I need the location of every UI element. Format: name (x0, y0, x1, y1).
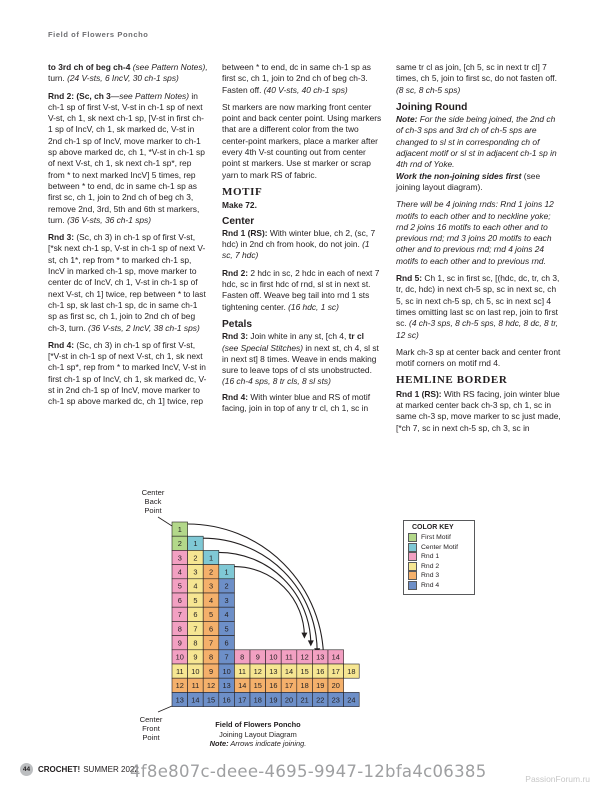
paragraph-petals-rnd4: Rnd 4: With winter blue and RS of motif facing, join in top of any tr cl, ch 1, sc in (222, 391, 371, 414)
paragraph-rnd3: Rnd 3: (Sc, ch 3) in ch-1 sp of first V-st, [*sk next ch-1 sp, V-st in ch-1 sp of next V-st, ch 1*, rep from * to marked ch-1 sp, IncV in marked ch-1 sp, move marker to center dc of IncV, ch 1, V-st in ch-1 sp of next V-st, ch 1] twice, rep between * to last ch-1 sp, sk last ch-1 sp, dc in same ch-1 sp as first sc, ch 1, join to 2nd ch of beg ch-3, turn. (36 V-sts, 2 IncV, 38 ch-1 sps) (48, 232, 206, 333)
color-swatch (408, 533, 417, 542)
motif-cell-number: 4 (224, 610, 229, 620)
motif-cell-number: 14 (331, 652, 340, 662)
motif-cell-number: 12 (253, 666, 262, 676)
color-key-title: COLOR KEY (412, 524, 454, 531)
paragraph-center-rnd2: Rnd 2: 2 hdc in sc, 2 hdc in each of next 7 hdc, sc in first hdc of rnd, sl st in next st. Fasten off. Weave beg tail into rnd 1 sts tightening center. (16 hdc, 1 sc) (222, 267, 380, 312)
color-key-item (408, 552, 470, 562)
motif-cell-number: 13 (222, 681, 231, 691)
motif-cell-number: 14 (284, 666, 294, 676)
motif-cell-number: 1 (208, 553, 214, 563)
motif-cell-number: 13 (316, 652, 325, 662)
motif-cell-number: 17 (284, 681, 294, 691)
diagram-caption (168, 720, 348, 749)
motif-cell-number: 15 (206, 695, 216, 705)
color-key-label: Rnd 3 (421, 572, 440, 580)
label-pointer-line (158, 706, 172, 712)
color-key-list (408, 533, 470, 590)
motif-cell-number: 9 (255, 652, 260, 662)
motif-cell-number: 4 (177, 567, 182, 577)
motif-cell-number: 18 (347, 666, 356, 676)
motif-heading: MOTIF (222, 185, 263, 198)
motif-cell-number: 5 (224, 624, 229, 634)
motif-cell-number: 14 (238, 681, 247, 691)
document-id: 4f8e807c-deee-4695-9947-12bfa4c06385 (130, 762, 487, 781)
paragraph-rnd4-end-col3: same tr cl as join, [ch 5, sc in next tr cl] 7 times, ch 5, join to first sc, do not fasten off. (8 sc, 8 ch-5 sps) (396, 62, 557, 95)
motif-make: Make 72. (222, 200, 257, 211)
motif-cell-number: 2 (177, 539, 182, 549)
motif-cell-number: 7 (193, 624, 198, 634)
color-key-item (408, 543, 470, 553)
paragraph-hemline-rnd1: Rnd 1 (RS): With RS facing, join winter blue at marked center back ch-3 sp, ch 1, sc in same ch-3 sp, move marker to sc just made, [*ch 7, sc in next ch-5 sp, ch 3, sc in (396, 388, 561, 433)
label-pointer-line (158, 517, 172, 526)
motif-cell-number: 20 (284, 695, 294, 705)
color-key-label: First Motif (421, 534, 451, 542)
magazine-name: CROCHET! (38, 765, 81, 774)
motif-cell-number: 11 (285, 652, 293, 662)
motif-cell-number: 12 (175, 681, 184, 691)
motif-cell-number: 13 (269, 666, 278, 676)
motif-cell-number: 16 (222, 695, 231, 705)
motif-cell-number: 17 (238, 695, 247, 705)
motif-cell-number: 3 (208, 581, 214, 591)
motif-cell-number: 20 (331, 681, 340, 691)
motif-cell-number: 6 (224, 638, 229, 648)
center-heading: Center (222, 215, 255, 227)
joining-heading: Joining Round (396, 101, 468, 113)
motif-cell-number: 11 (175, 666, 184, 676)
color-swatch (408, 581, 417, 590)
color-swatch (408, 562, 417, 571)
motif-cell-number: 8 (177, 624, 182, 634)
joining-arrow (234, 567, 304, 637)
motif-cell-number: 4 (193, 581, 198, 591)
motif-cell-number: 7 (224, 652, 229, 662)
motif-cell-number: 10 (175, 652, 184, 662)
paragraph-center-rnd1: Rnd 1 (RS): With winter blue, ch 2, (sc, 7 hdc) in 2nd ch from hook, do not join. (1 sc, 7 hdc) (222, 227, 376, 261)
petals-heading: Petals (222, 318, 253, 330)
motif-grid (172, 522, 359, 707)
label-center-front (134, 715, 168, 742)
motif-cell-number: 5 (193, 595, 198, 605)
page-number: 44 (20, 763, 33, 776)
motif-cell-number: 7 (177, 610, 182, 620)
color-key-label: Center Motif (421, 543, 459, 551)
motif-cell-number: 10 (191, 666, 200, 676)
motif-cell-number: 7 (208, 638, 214, 648)
motif-cell-number: 12 (206, 681, 216, 691)
motif-cell-number: 9 (208, 666, 214, 676)
motif-cell-number: 19 (316, 681, 325, 691)
paragraph-mark: Mark ch-3 sp at center back and center front motif corners on motif rnd 4. (396, 346, 561, 369)
motif-cell-number: 4 (208, 595, 214, 605)
color-key-label: Rnd 1 (421, 553, 440, 561)
motif-cell-number: 1 (224, 567, 229, 577)
motif-cell-number: 18 (253, 695, 262, 705)
motif-cell-number: 24 (347, 695, 356, 705)
motif-cell-number: 3 (193, 567, 198, 577)
caption-title: Field of Flowers Poncho (215, 720, 301, 729)
motif-cell-number: 3 (224, 595, 229, 605)
motif-cell-number: 8 (208, 652, 214, 662)
motif-cell-number: 16 (316, 666, 325, 676)
page-footer (20, 763, 139, 776)
paragraph-rnd2: Rnd 2: (Sc, ch 3—see Pattern Notes) in ch-1 sp of first V-st, V-st in ch-1 sp of next V-st, ch 1, sk next ch-1 sp, [V-st in first ch-1 sp of IncV, ch 1, sk marked dc, V-st in 2nd ch-1 sp of IncV, move marker to ch-1 sp above marked dc, ch 1, *V-st in ch-1 sp of next V-st, ch 1, sk next ch-1 sp*, rep from * to next marked IncV] 5 times, rep between * to end, dc in same ch-1 sp as first sc, ch 1, join to 2nd ch of beg ch 3, remove 2nd, 3rd, 5th and 6th st markers, turn. (36 V-sts, 36 ch-1 sps) (48, 90, 205, 225)
motif-cell-number: 10 (222, 666, 231, 676)
motif-cell-number: 17 (331, 666, 340, 676)
motif-cell-number: 19 (269, 695, 278, 705)
issue-label: SUMMER 2022 (83, 765, 139, 774)
paragraph-markers: St markers are now marking front center point and back center point. Using markers that are a different color from the two center-point markers, place a marker after every 4th V-st counting out from center point st markers. Use st marker or scrap yarn to mark RS of fabric. (222, 101, 382, 180)
motif-cell-number: 21 (300, 695, 309, 705)
motif-cell-number: 9 (177, 638, 182, 648)
motif-cell-number: 16 (269, 681, 278, 691)
color-key-item (408, 571, 470, 581)
motif-cell-number: 2 (224, 581, 229, 591)
motif-cell-number: 6 (208, 624, 214, 634)
motif-cell-number: 22 (316, 695, 325, 705)
color-key-label: Rnd 2 (421, 562, 440, 570)
running-header: Field of Flowers Poncho (48, 30, 149, 39)
motif-cell-number: 12 (300, 652, 309, 662)
paragraph-rnd4: Rnd 4: (Sc, ch 3) in ch-1 sp of first V-st, [*V-st in ch-1 sp of next V-st, ch 1, sk next ch-1 sp*, rep from * to marked IncV, V-st in first ch-1 sp of IncV, ch 1, sk marked dc, V-st in 2nd ch-1 sp of IncV, move marker to ch-1 sp above marked dc, ch 1] twice, rep (48, 339, 207, 407)
color-key-item (408, 533, 470, 543)
paragraph-rnd1-end: to 3rd ch of beg ch-4 (see Pattern Notes), turn. (24 V-sts, 6 IncV, 30 ch-1 sps) (48, 62, 208, 84)
motif-cell-number: 3 (177, 553, 182, 563)
motif-cell-number: 5 (177, 581, 182, 591)
motif-cell-number: 6 (193, 610, 198, 620)
motif-cell-number: 8 (240, 652, 245, 662)
arrow-head (308, 640, 314, 646)
hemline-heading: HEMLINE BORDER (396, 374, 508, 387)
motif-cell-number: 10 (269, 652, 278, 662)
arrow-head (301, 633, 307, 639)
paragraph-work-first: Work the non-joining sides first (see joining layout diagram). (396, 170, 541, 192)
motif-cell-number: 15 (300, 666, 309, 676)
motif-cell-number: 8 (193, 638, 198, 648)
color-swatch (408, 571, 417, 580)
motif-cell-number: 2 (208, 567, 214, 577)
motif-cell-number: 2 (193, 553, 198, 563)
motif-cell-number: 6 (177, 595, 182, 605)
motif-cell-number: 1 (193, 539, 198, 549)
paragraph-rnd5: Rnd 5: Ch 1, sc in first sc, [(hdc, dc, tr, ch 3, tr, dc, hdc) in next ch-5 sp, sc in next sc, ch 5, sc in next ch-5 sp, ch 5, sc in next sc] 4 times omitting last sc on last rep, join to first sc. (4 ch-3 sps, 8 ch-5 sps, 8 hdc, 8 dc, 8 tr, 12 sc) (396, 273, 560, 340)
motif-cell-number: 11 (238, 666, 247, 676)
motif-cell-number: 1 (177, 524, 182, 534)
motif-cell-number: 14 (191, 695, 200, 705)
paragraph-joining-note: Note: For the side being joined, the 2nd ch of ch-3 sps and 3rd ch of ch-5 sps are changed to sl st in corresponding ch of adjacent motif or sl st in adjacent ch-1 sp in 4th rnd of Yoke. (396, 114, 557, 170)
watermark: PassionForum.ru (525, 774, 590, 784)
color-swatch (408, 543, 417, 552)
color-key-label: Rnd 4 (421, 581, 440, 589)
paragraph-rnd4-end: between * to end, dc in same ch-1 sp as first sc, ch 1, join to 2nd ch of beg ch-3. Fasten off. (40 V-sts, 40 ch-1 sps) (222, 62, 371, 95)
motif-cell-number: 23 (331, 695, 340, 705)
label-center-front-text: Center Front Point (139, 715, 163, 742)
color-swatch (408, 552, 417, 561)
motif-cell-number: 15 (253, 681, 262, 691)
motif-cell-number: 5 (208, 610, 214, 620)
color-key (403, 520, 475, 595)
motif-cell-number: 9 (193, 652, 198, 662)
caption-note: Note: Arrows indicate joining. (209, 739, 307, 748)
caption-subtitle: Joining Layout Diagram (219, 729, 297, 739)
motif-cell-number: 13 (175, 695, 184, 705)
paragraph-joining-rounds: There will be 4 joining rnds: Rnd 1 joins 12 motifs to each other and to neckline yoke; rnd 2 joins 16 motifs to each other and to previous rnd; rnd 3 joins 20 motifs to each other and to previous rnd; rnd 4 joins 24 motifs to each other and to previous rnd. (396, 199, 554, 266)
motif-cell-number: 11 (191, 681, 200, 691)
motif-cell-number: 18 (300, 681, 309, 691)
color-key-item (408, 581, 470, 591)
paragraph-petals-rnd3: Rnd 3: Join white in any st, [ch 4, tr cl (see Special Stitches) in next st, ch 4, sl st in next st] 8 times. Weave in ends making sure to leave tops of cl sts unobstructed. (16 ch-4 sps, 8 tr cls, 8 sl sts) (222, 331, 379, 387)
label-center-back (138, 488, 168, 515)
label-center-back-text: Center Back Point (141, 488, 165, 515)
color-key-item (408, 562, 470, 572)
